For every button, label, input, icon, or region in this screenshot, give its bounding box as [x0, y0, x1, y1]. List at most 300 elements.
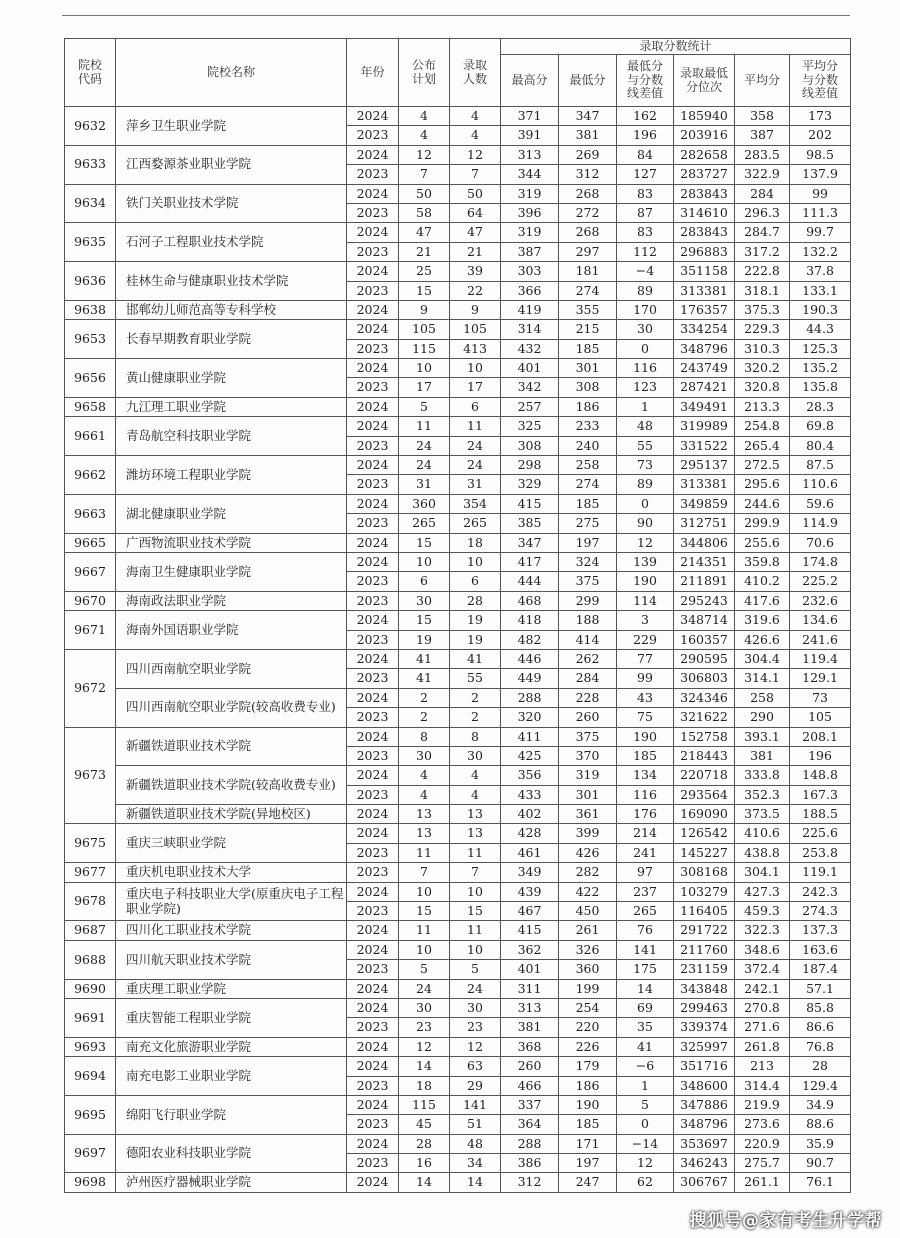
cell-admitted: 4 [450, 126, 501, 145]
header-min: 最低分 [559, 55, 617, 107]
cell-max-score: 320 [501, 708, 559, 727]
cell-admitted: 12 [450, 1037, 501, 1056]
cell-admitted: 21 [450, 242, 501, 261]
cell-min-diff: 99 [617, 669, 674, 688]
cell-school-code: 9698 [65, 1173, 116, 1192]
cell-max-score: 446 [501, 649, 559, 668]
cell-school-name: 江西婺源茶业职业学院 [116, 145, 347, 184]
cell-admitted: 23 [450, 1018, 501, 1037]
cell-min-rank: 152758 [674, 727, 735, 746]
table-row [65, 417, 851, 436]
cell-year: 2024 [347, 300, 399, 319]
cell-avg-score: 352.3 [735, 785, 790, 804]
cell-year: 2024 [347, 533, 399, 552]
table-row [65, 533, 851, 552]
cell-max-score: 298 [501, 456, 559, 475]
table-row [65, 300, 851, 319]
cell-avg-diff: 57.1 [790, 979, 851, 998]
cell-max-score: 329 [501, 475, 559, 494]
cell-plan: 14 [399, 1057, 450, 1076]
cell-admitted: 7 [450, 165, 501, 184]
cell-avg-score: 387 [735, 126, 790, 145]
cell-min-rank: 211760 [674, 940, 735, 959]
cell-year: 2023 [347, 1018, 399, 1037]
cell-max-score: 303 [501, 262, 559, 281]
cell-admitted: 13 [450, 824, 501, 843]
cell-min-diff: 55 [617, 436, 674, 455]
cell-school-code: 9691 [65, 998, 116, 1037]
cell-min-diff: 30 [617, 320, 674, 339]
cell-max-score: 349 [501, 863, 559, 882]
table-row [65, 591, 851, 610]
cell-min-score: 233 [559, 417, 617, 436]
cell-min-score: 361 [559, 805, 617, 824]
cell-plan: 265 [399, 514, 450, 533]
cell-school-code: 9656 [65, 359, 116, 398]
cell-max-score: 381 [501, 1018, 559, 1037]
cell-max-score: 364 [501, 1115, 559, 1134]
cell-admitted: 63 [450, 1057, 501, 1076]
cell-school-code: 9635 [65, 223, 116, 262]
table-row [65, 727, 851, 746]
cell-avg-score: 222.8 [735, 262, 790, 281]
cell-min-rank: 314610 [674, 203, 735, 222]
cell-plan: 41 [399, 649, 450, 668]
table-row [65, 223, 851, 242]
cell-school-code: 9670 [65, 591, 116, 610]
cell-min-diff: 89 [617, 281, 674, 300]
cell-avg-score: 284.7 [735, 223, 790, 242]
cell-max-score: 439 [501, 882, 559, 901]
cell-year: 2024 [347, 921, 399, 940]
header-stats-group: 录取分数统计 [501, 39, 851, 55]
cell-school-name: 新疆铁道职业技术学院(异地校区) [116, 805, 347, 824]
cell-min-score: 274 [559, 475, 617, 494]
header-avg: 平均分 [735, 55, 790, 107]
cell-year: 2024 [347, 397, 399, 416]
cell-min-score: 185 [559, 339, 617, 358]
cell-avg-diff: 70.6 [790, 533, 851, 552]
cell-avg-score: 393.1 [735, 727, 790, 746]
cell-admitted: 413 [450, 339, 501, 358]
cell-school-code: 9673 [65, 727, 116, 824]
cell-avg-score: 261.8 [735, 1037, 790, 1056]
cell-min-rank: 169090 [674, 805, 735, 824]
table-row [65, 107, 851, 126]
cell-min-diff: 116 [617, 359, 674, 378]
cell-avg-diff: 241.6 [790, 630, 851, 649]
table-row [65, 998, 851, 1017]
cell-min-rank: 214351 [674, 552, 735, 571]
cell-max-score: 260 [501, 1057, 559, 1076]
cell-avg-diff: 132.2 [790, 242, 851, 261]
cell-min-rank: 348600 [674, 1076, 735, 1095]
cell-admitted: 31 [450, 475, 501, 494]
cell-avg-score: 283.5 [735, 145, 790, 164]
cell-avg-diff: 119.4 [790, 649, 851, 668]
cell-avg-score: 410.6 [735, 824, 790, 843]
cell-min-diff: 141 [617, 940, 674, 959]
cell-min-diff: 0 [617, 1115, 674, 1134]
cell-max-score: 428 [501, 824, 559, 843]
cell-admitted: 29 [450, 1076, 501, 1095]
cell-min-score: 324 [559, 552, 617, 571]
cell-max-score: 467 [501, 902, 559, 921]
cell-plan: 23 [399, 1018, 450, 1037]
cell-avg-score: 258 [735, 688, 790, 707]
header-name: 院校名称 [116, 39, 347, 107]
cell-min-diff: 12 [617, 533, 674, 552]
cell-year: 2024 [347, 940, 399, 959]
cell-avg-score: 438.8 [735, 843, 790, 862]
cell-school-code: 9638 [65, 300, 116, 319]
cell-min-diff: 123 [617, 378, 674, 397]
cell-year: 2023 [347, 436, 399, 455]
cell-min-diff: −14 [617, 1134, 674, 1153]
cell-admitted: 41 [450, 649, 501, 668]
cell-min-score: 301 [559, 785, 617, 804]
cell-school-code: 9672 [65, 649, 116, 727]
cell-year: 2023 [347, 1076, 399, 1095]
cell-max-score: 418 [501, 611, 559, 630]
cell-admitted: 11 [450, 843, 501, 862]
cell-avg-diff: 253.8 [790, 843, 851, 862]
cell-avg-score: 310.3 [735, 339, 790, 358]
cell-max-score: 312 [501, 1173, 559, 1192]
cell-max-score: 356 [501, 766, 559, 785]
cell-max-score: 288 [501, 1134, 559, 1153]
cell-avg-score: 299.9 [735, 514, 790, 533]
cell-admitted: 14 [450, 1173, 501, 1192]
cell-min-score: 375 [559, 727, 617, 746]
cell-avg-diff: 111.3 [790, 203, 851, 222]
cell-plan: 24 [399, 456, 450, 475]
cell-min-score: 215 [559, 320, 617, 339]
cell-admitted: 51 [450, 1115, 501, 1134]
cell-school-code: 9688 [65, 940, 116, 979]
cell-year: 2023 [347, 960, 399, 979]
cell-admitted: 4 [450, 766, 501, 785]
cell-avg-score: 314.1 [735, 669, 790, 688]
cell-plan: 24 [399, 979, 450, 998]
cell-min-diff: 185 [617, 746, 674, 765]
cell-min-diff: 116 [617, 785, 674, 804]
cell-max-score: 482 [501, 630, 559, 649]
cell-min-score: 199 [559, 979, 617, 998]
cell-max-score: 449 [501, 669, 559, 688]
cell-school-name: 潍坊环境工程职业学院 [116, 456, 347, 495]
cell-year: 2023 [347, 863, 399, 882]
cell-plan: 24 [399, 436, 450, 455]
cell-plan: 11 [399, 921, 450, 940]
cell-avg-diff: 232.6 [790, 591, 851, 610]
cell-min-rank: 324346 [674, 688, 735, 707]
cell-max-score: 417 [501, 552, 559, 571]
cell-plan: 50 [399, 184, 450, 203]
cell-avg-diff: 85.8 [790, 998, 851, 1017]
cell-max-score: 371 [501, 107, 559, 126]
cell-min-diff: 134 [617, 766, 674, 785]
cell-plan: 8 [399, 727, 450, 746]
cell-avg-diff: 34.9 [790, 1095, 851, 1114]
cell-min-diff: 48 [617, 417, 674, 436]
table-row [65, 1173, 851, 1192]
cell-plan: 30 [399, 998, 450, 1017]
cell-admitted: 10 [450, 882, 501, 901]
cell-admitted: 354 [450, 494, 501, 513]
cell-avg-score: 304.4 [735, 649, 790, 668]
cell-avg-diff: 76.8 [790, 1037, 851, 1056]
cell-min-diff: 97 [617, 863, 674, 882]
cell-school-name: 泸州医疗器械职业学院 [116, 1173, 347, 1192]
cell-min-score: 426 [559, 843, 617, 862]
cell-min-score: 269 [559, 145, 617, 164]
cell-year: 2024 [347, 184, 399, 203]
cell-max-score: 368 [501, 1037, 559, 1056]
cell-min-score: 399 [559, 824, 617, 843]
cell-year: 2024 [347, 145, 399, 164]
table-row [65, 882, 851, 901]
cell-year: 2023 [347, 339, 399, 358]
cell-max-score: 433 [501, 785, 559, 804]
cell-min-score: 450 [559, 902, 617, 921]
cell-min-diff: 162 [617, 107, 674, 126]
cell-admitted: 9 [450, 300, 501, 319]
cell-avg-diff: 87.5 [790, 456, 851, 475]
cell-min-score: 260 [559, 708, 617, 727]
cell-avg-diff: 167.3 [790, 785, 851, 804]
cell-max-score: 402 [501, 805, 559, 824]
cell-min-rank: 312751 [674, 514, 735, 533]
cell-avg-diff: 99 [790, 184, 851, 203]
cell-avg-score: 255.6 [735, 533, 790, 552]
cell-avg-diff: 99.7 [790, 223, 851, 242]
cell-plan: 5 [399, 397, 450, 416]
cell-year: 2024 [347, 805, 399, 824]
cell-min-diff: 175 [617, 960, 674, 979]
cell-plan: 13 [399, 824, 450, 843]
cell-min-diff: 176 [617, 805, 674, 824]
cell-year: 2024 [347, 359, 399, 378]
cell-min-rank: 299463 [674, 998, 735, 1017]
cell-min-rank: 283727 [674, 165, 735, 184]
cell-max-score: 337 [501, 1095, 559, 1114]
cell-admitted: 4 [450, 107, 501, 126]
cell-school-name: 四川西南航空职业学院(较高收费专业) [116, 688, 347, 727]
header-code: 院校 代码 [65, 39, 116, 107]
cell-admitted: 24 [450, 436, 501, 455]
cell-avg-score: 427.3 [735, 882, 790, 901]
cell-max-score: 362 [501, 940, 559, 959]
cell-avg-diff: 133.1 [790, 281, 851, 300]
cell-min-score: 262 [559, 649, 617, 668]
table-row [65, 1057, 851, 1076]
cell-min-rank: 295243 [674, 591, 735, 610]
table-row [65, 1037, 851, 1056]
cell-min-score: 375 [559, 572, 617, 591]
cell-min-diff: 77 [617, 649, 674, 668]
cell-max-score: 308 [501, 436, 559, 455]
cell-school-name: 新疆铁道职业技术学院(较高收费专业) [116, 766, 347, 805]
header-min-diff: 最低分 与分数 线差值 [617, 55, 674, 107]
cell-admitted: 10 [450, 552, 501, 571]
cell-min-rank: 211891 [674, 572, 735, 591]
cell-min-diff: 76 [617, 921, 674, 940]
cell-year: 2023 [347, 708, 399, 727]
cell-avg-diff: 114.9 [790, 514, 851, 533]
cell-min-diff: 265 [617, 902, 674, 921]
cell-avg-score: 244.6 [735, 494, 790, 513]
cell-min-diff: −4 [617, 262, 674, 281]
cell-school-code: 9636 [65, 262, 116, 301]
cell-min-score: 185 [559, 494, 617, 513]
cell-min-diff: 14 [617, 979, 674, 998]
cell-year: 2023 [347, 165, 399, 184]
cell-avg-score: 271.6 [735, 1018, 790, 1037]
cell-avg-score: 296.3 [735, 203, 790, 222]
cell-max-score: 461 [501, 843, 559, 862]
cell-min-diff: 83 [617, 223, 674, 242]
cell-avg-diff: 137.3 [790, 921, 851, 940]
cell-admitted: 47 [450, 223, 501, 242]
cell-year: 2024 [347, 456, 399, 475]
cell-avg-diff: 73 [790, 688, 851, 707]
cell-max-score: 401 [501, 359, 559, 378]
cell-min-rank: 231159 [674, 960, 735, 979]
cell-min-score: 355 [559, 300, 617, 319]
cell-min-diff: 190 [617, 572, 674, 591]
cell-avg-score: 320.2 [735, 359, 790, 378]
cell-min-diff: 35 [617, 1018, 674, 1037]
cell-min-rank: 351158 [674, 262, 735, 281]
cell-min-diff: 90 [617, 514, 674, 533]
table-row [65, 649, 851, 668]
cell-year: 2023 [347, 746, 399, 765]
cell-max-score: 432 [501, 339, 559, 358]
cell-min-score: 272 [559, 203, 617, 222]
cell-school-name: 石河子工程职业技术学院 [116, 223, 347, 262]
cell-plan: 18 [399, 1076, 450, 1095]
cell-avg-score: 270.8 [735, 998, 790, 1017]
cell-min-rank: 343848 [674, 979, 735, 998]
cell-school-code: 9697 [65, 1134, 116, 1173]
cell-min-diff: 73 [617, 456, 674, 475]
cell-plan: 10 [399, 940, 450, 959]
cell-min-score: 186 [559, 397, 617, 416]
admission-table [64, 38, 851, 1193]
cell-admitted: 2 [450, 688, 501, 707]
cell-min-score: 282 [559, 863, 617, 882]
cell-school-code: 9693 [65, 1037, 116, 1056]
cell-avg-score: 273.6 [735, 1115, 790, 1134]
cell-school-name: 桂林生命与健康职业技术学院 [116, 262, 347, 301]
cell-min-score: 299 [559, 591, 617, 610]
cell-min-diff: 0 [617, 494, 674, 513]
cell-admitted: 265 [450, 514, 501, 533]
cell-min-diff: 41 [617, 1037, 674, 1056]
cell-school-code: 9694 [65, 1057, 116, 1096]
cell-min-diff: 83 [617, 184, 674, 203]
cell-avg-diff: 225.6 [790, 824, 851, 843]
cell-max-score: 313 [501, 145, 559, 164]
cell-min-rank: 145227 [674, 843, 735, 862]
cell-avg-diff: 148.8 [790, 766, 851, 785]
cell-school-name: 黄山健康职业学院 [116, 359, 347, 398]
cell-min-score: 308 [559, 378, 617, 397]
cell-max-score: 391 [501, 126, 559, 145]
table-body [65, 107, 851, 1193]
cell-min-rank: 351716 [674, 1057, 735, 1076]
table-row [65, 1095, 851, 1114]
cell-admitted: 5 [450, 960, 501, 979]
cell-min-score: 261 [559, 921, 617, 940]
cell-plan: 13 [399, 805, 450, 824]
cell-school-code: 9677 [65, 863, 116, 882]
cell-avg-score: 348.6 [735, 940, 790, 959]
cell-year: 2023 [347, 630, 399, 649]
cell-school-name: 萍乡卫生职业学院 [116, 107, 347, 146]
cell-max-score: 387 [501, 242, 559, 261]
cell-school-code: 9661 [65, 417, 116, 456]
cell-admitted: 19 [450, 611, 501, 630]
cell-school-name: 四川西南航空职业学院 [116, 649, 347, 688]
cell-min-score: 268 [559, 184, 617, 203]
header-min-rank: 录取最低 分位次 [674, 55, 735, 107]
cell-plan: 41 [399, 669, 450, 688]
cell-plan: 30 [399, 746, 450, 765]
cell-school-code: 9671 [65, 611, 116, 650]
cell-admitted: 105 [450, 320, 501, 339]
cell-max-score: 257 [501, 397, 559, 416]
cell-year: 2023 [347, 591, 399, 610]
cell-avg-score: 317.2 [735, 242, 790, 261]
cell-avg-diff: 134.6 [790, 611, 851, 630]
table-row [65, 145, 851, 164]
cell-year: 2024 [347, 882, 399, 901]
cell-min-rank: 283843 [674, 184, 735, 203]
cell-min-score: 284 [559, 669, 617, 688]
cell-min-score: 319 [559, 766, 617, 785]
cell-max-score: 419 [501, 300, 559, 319]
cell-min-rank: 287421 [674, 378, 735, 397]
cell-min-score: 422 [559, 882, 617, 901]
cell-avg-score: 318.1 [735, 281, 790, 300]
cell-avg-diff: 242.3 [790, 882, 851, 901]
cell-min-diff: 0 [617, 339, 674, 358]
cell-min-rank: 243749 [674, 359, 735, 378]
cell-plan: 4 [399, 107, 450, 126]
cell-school-code: 9665 [65, 533, 116, 552]
cell-avg-diff: 135.8 [790, 378, 851, 397]
cell-avg-diff: 135.2 [790, 359, 851, 378]
cell-avg-score: 213.3 [735, 397, 790, 416]
cell-year: 2024 [347, 824, 399, 843]
cell-year: 2023 [347, 281, 399, 300]
cell-min-diff: 62 [617, 1173, 674, 1192]
cell-plan: 5 [399, 960, 450, 979]
cell-avg-score: 320.8 [735, 378, 790, 397]
cell-min-diff: 139 [617, 552, 674, 571]
cell-avg-diff: 225.2 [790, 572, 851, 591]
table-row [65, 359, 851, 378]
cell-avg-score: 229.3 [735, 320, 790, 339]
cell-avg-score: 381 [735, 746, 790, 765]
cell-min-score: 360 [559, 960, 617, 979]
cell-year: 2024 [347, 611, 399, 630]
cell-avg-diff: 37.8 [790, 262, 851, 281]
cell-admitted: 48 [450, 1134, 501, 1153]
cell-year: 2023 [347, 126, 399, 145]
